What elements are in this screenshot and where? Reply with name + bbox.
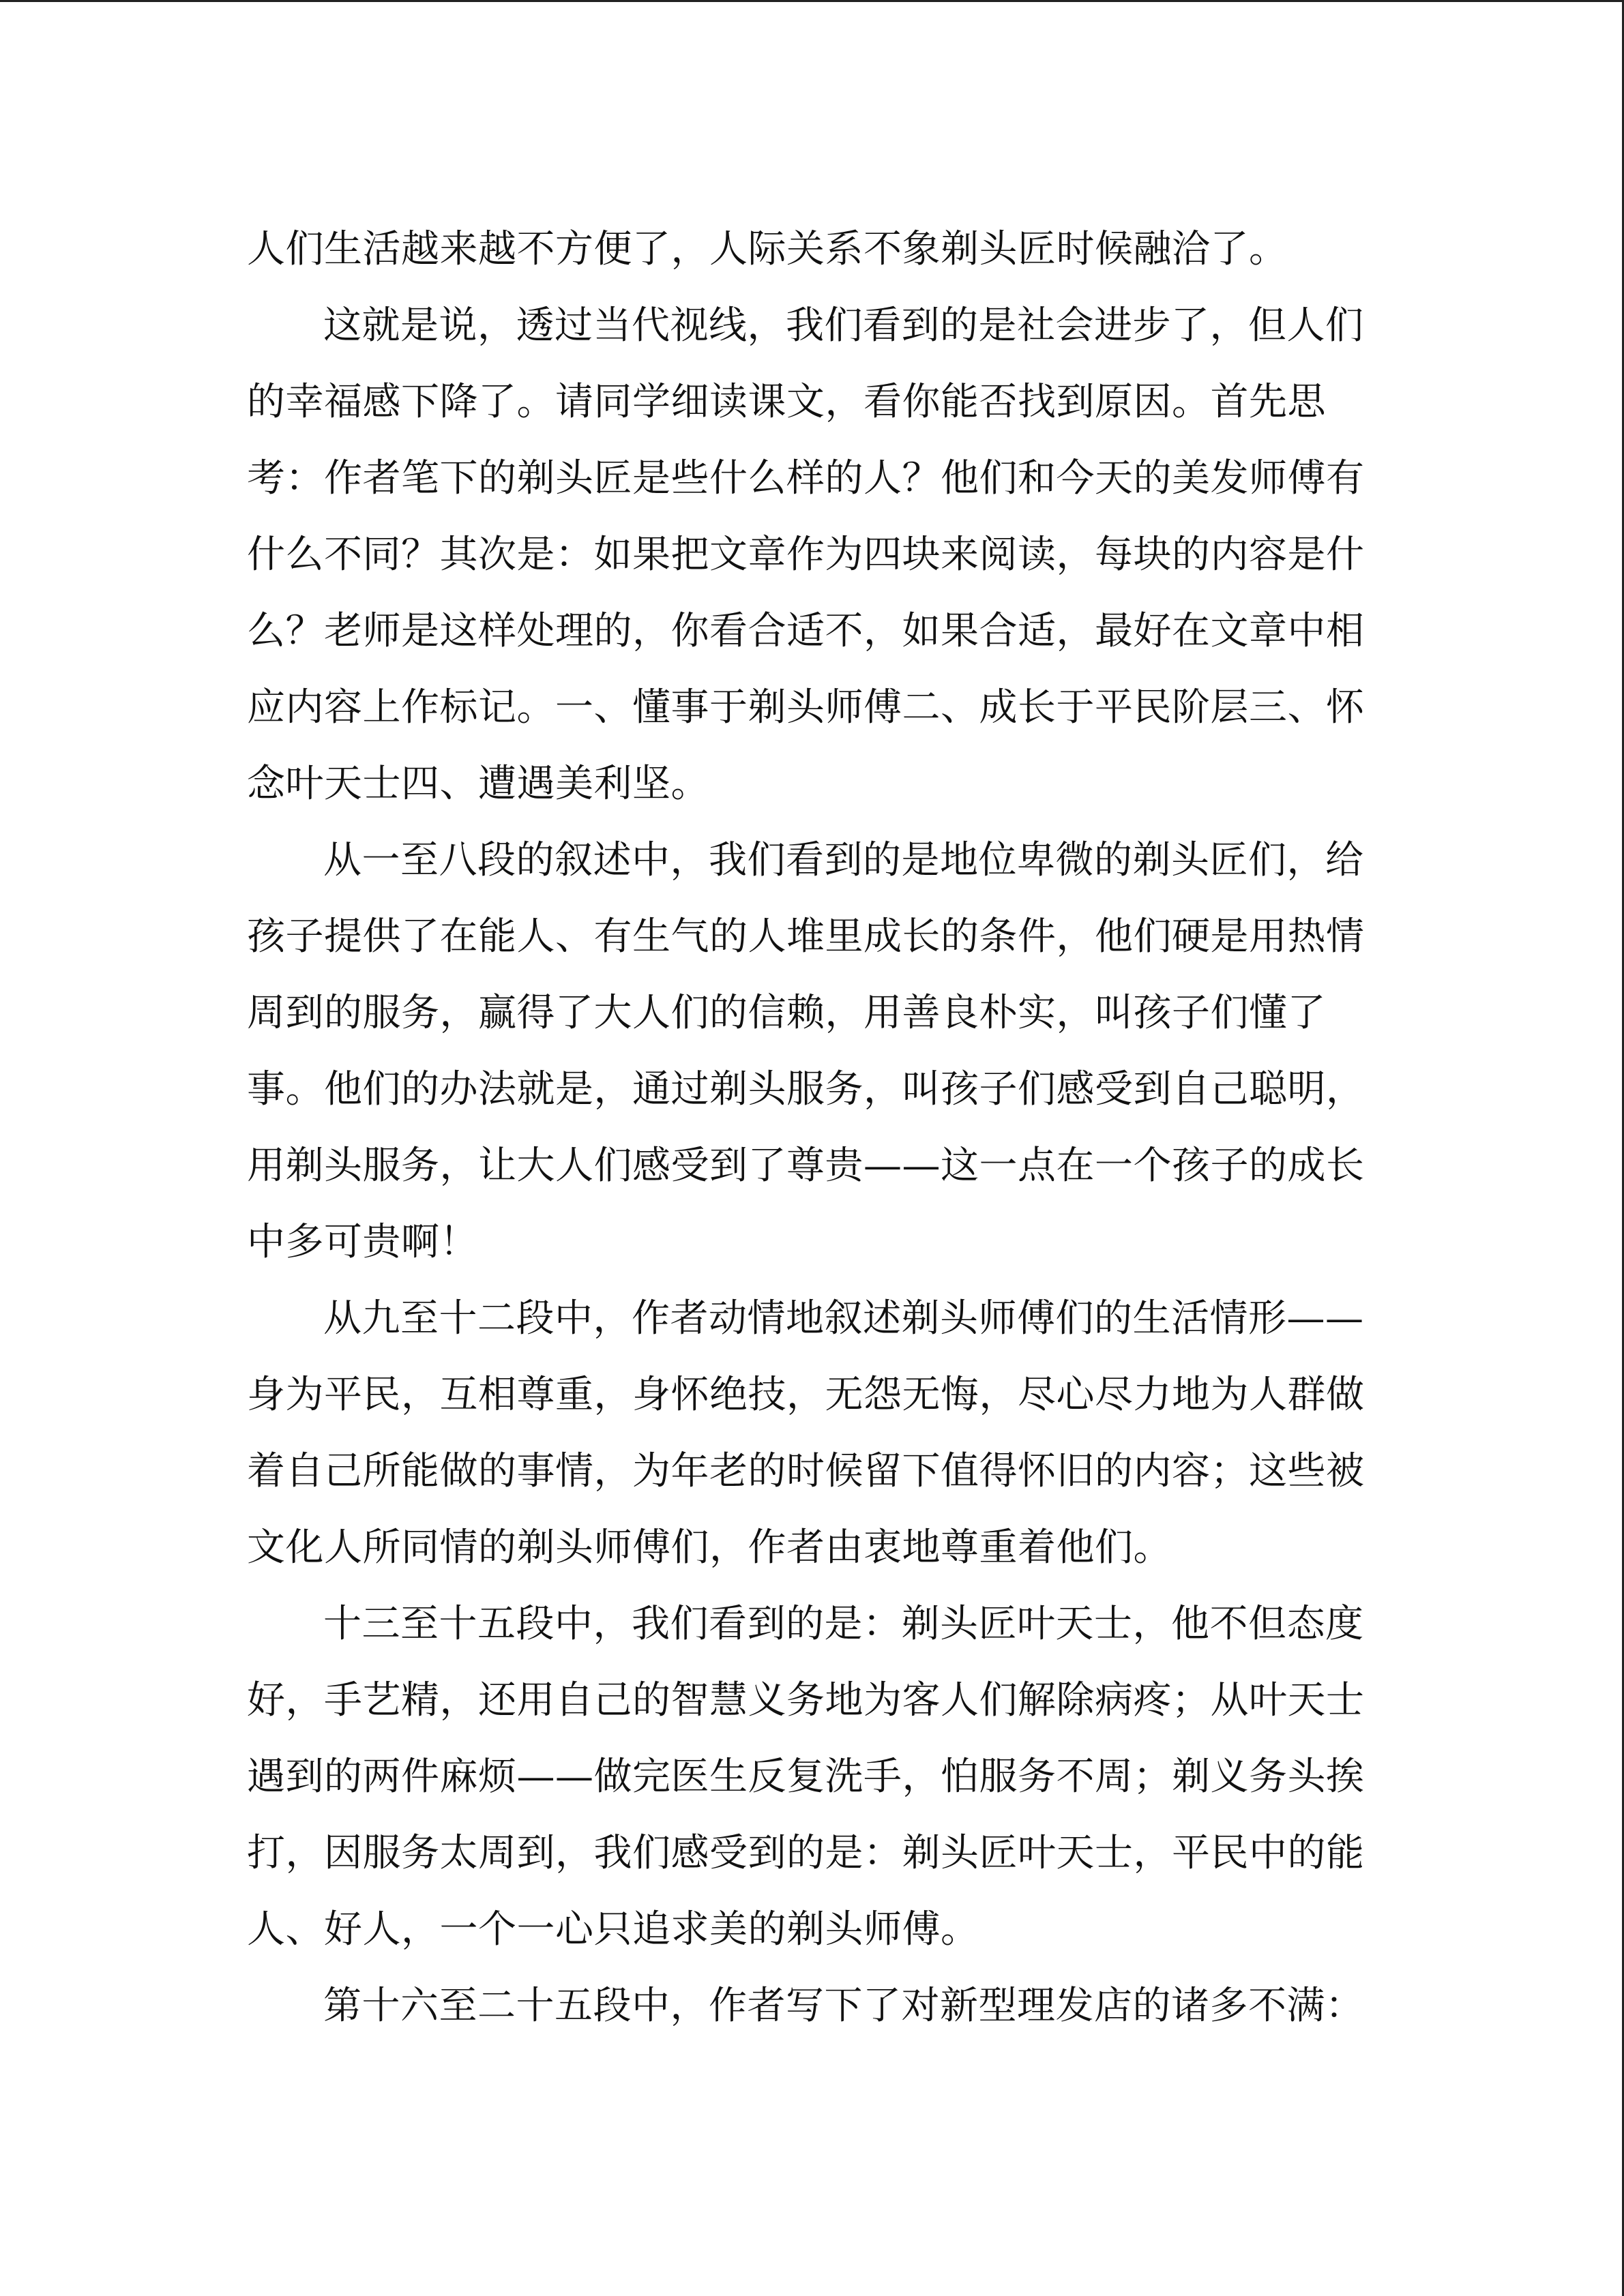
paragraph-2-line-4: 什么不同？其次是：如果把文章作为四块来阅读，每块的内容是什 <box>247 533 1365 577</box>
paragraph-2-line-3: 考：作者笔下的剃头匠是些什么样的人？他们和今天的美发师傅有 <box>247 456 1365 501</box>
page-border-top <box>0 0 1624 2</box>
paragraph-4-line-3: 着自己所能做的事情，为年老的时候留下值得怀旧的内容；这些被 <box>247 1449 1365 1493</box>
paragraph-5-line-1: 十三至十五段中，我们看到的是：剃头匠叶天士，他不但态度 <box>323 1602 1364 1646</box>
paragraph-3-line-1: 从一至八段的叙述中，我们看到的是地位卑微的剃头匠们，给 <box>323 838 1364 882</box>
paragraph-2-line-5: 么？老师是这样处理的，你看合适不，如果合适，最好在文章中相 <box>247 609 1365 653</box>
paragraph-2-line-7: 念叶天士四、遭遇美利坚。 <box>247 762 709 806</box>
paragraph-4-line-2: 身为平民，互相尊重，身怀绝技，无怨无悔，尽心尽力地为人群做 <box>247 1373 1365 1417</box>
paragraph-3-line-5: 用剃头服务，让大人们感受到了尊贵——这一点在一个孩子的成长 <box>247 1144 1365 1188</box>
paragraph-3-line-6: 中多可贵啊！ <box>247 1220 478 1264</box>
paragraph-2-line-6: 应内容上作标记。一、懂事于剃头师傅二、成长于平民阶层三、怀 <box>247 685 1365 730</box>
paragraph-4-line-1: 从九至十二段中，作者动情地叙述剃头师傅们的生活情形—— <box>323 1296 1364 1341</box>
paragraph-3-line-4: 事。他们的办法就是，通过剃头服务，叫孩子们感受到自己聪明， <box>247 1067 1365 1112</box>
paragraph-6-line-1: 第十六至二十五段中，作者写下了对新型理发店的诸多不满： <box>323 1984 1364 2028</box>
paragraph-5-line-3: 遇到的两件麻烦——做完医生反复洗手，怕服务不周；剃义务头挨 <box>247 1755 1365 1799</box>
paragraph-3-line-3: 周到的服务，赢得了大人们的信赖，用善良朴实，叫孩子们懂了 <box>247 991 1326 1035</box>
document-body <box>247 211 1365 2044</box>
paragraph-5-line-4: 打，因服务太周到，我们感受到的是：剃头匠叶天士，平民中的能 <box>247 1831 1365 1875</box>
paragraph-5-line-2: 好，手艺精，还用自己的智慧义务地为客人们解除病疼；从叶天士 <box>247 1678 1365 1723</box>
paragraph-2-line-2: 的幸福感下降了。请同学细读课文，看你能否找到原因。首先思 <box>247 380 1326 424</box>
paragraph-3-line-2: 孩子提供了在能人、有生气的人堆里成长的条件，他们硬是用热情 <box>247 914 1365 959</box>
paragraph-5-line-5: 人、好人，一个一心只追求美的剃头师傅。 <box>247 1907 979 1952</box>
paragraph-4-line-4: 文化人所同情的剃头师傅们，作者由衷地尊重着他们。 <box>247 1525 1172 1570</box>
paragraph-2-line-1: 这就是说，透过当代视线，我们看到的是社会进步了，但人们 <box>323 303 1364 348</box>
text-line-1: 人们生活越来越不方便了，人际关系不象剃头匠时候融洽了。 <box>247 227 1288 271</box>
